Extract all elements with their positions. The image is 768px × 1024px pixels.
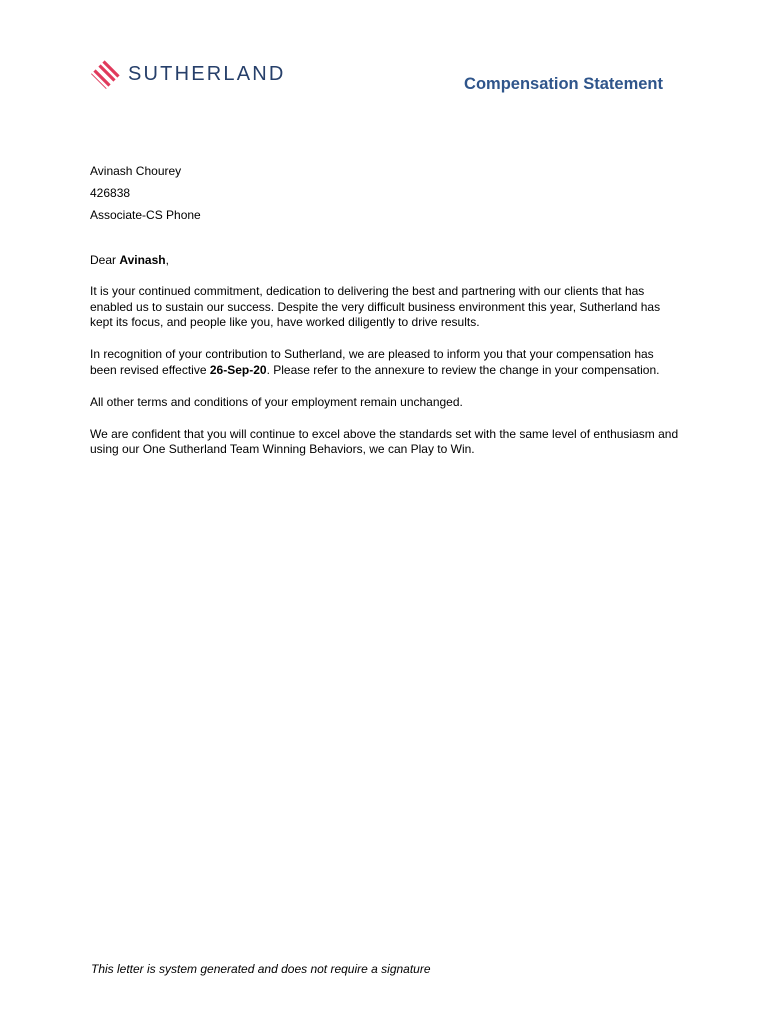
paragraph-confidence: We are confident that you will continue to excel above the standards set with the same level of enthusiasm and using our One Sutherland Team Winning Behaviors, we can Play to Win.	[90, 426, 679, 456]
letter-body	[90, 284, 680, 474]
logo-wordmark: SUTHERLAND	[128, 63, 286, 85]
designation: Associate-CS Phone	[90, 208, 201, 222]
paragraph-terms: All other terms and conditions of your employment remain unchanged.	[90, 394, 463, 409]
revision-text-before: In recognition of your contribution to Sutherland, we are pleased to inform you that your compensation has been revised effective	[90, 347, 654, 377]
recipient-block	[90, 160, 201, 226]
employee-id: 426838	[90, 186, 131, 200]
footer-note: This letter is system generated and does not require a signature	[91, 962, 431, 976]
paragraph-commitment: It is your continued commitment, dedication to delivering the best and partnering with our clients that has enabled us to sustain our success. Despite the very difficult business environment this year, Sutherland has kept its focus, and people like you, have worked diligently to drive results.	[90, 284, 661, 329]
page-title: Compensation Statement	[464, 75, 663, 93]
revision-text-after: . Please refer to the annexure to review the change in your compensation.	[266, 362, 660, 377]
recipient-name: Avinash Chourey	[90, 164, 182, 178]
effective-date: 26-Sep-20	[209, 362, 267, 377]
salutation-name: Avinash	[119, 253, 166, 267]
salutation-suffix: ,	[165, 253, 169, 267]
salutation-prefix: Dear	[90, 253, 120, 267]
sutherland-logo	[90, 58, 286, 90]
salutation	[90, 253, 169, 268]
paragraph-revision	[90, 347, 680, 378]
sutherland-stripes-logo-icon	[90, 58, 122, 90]
